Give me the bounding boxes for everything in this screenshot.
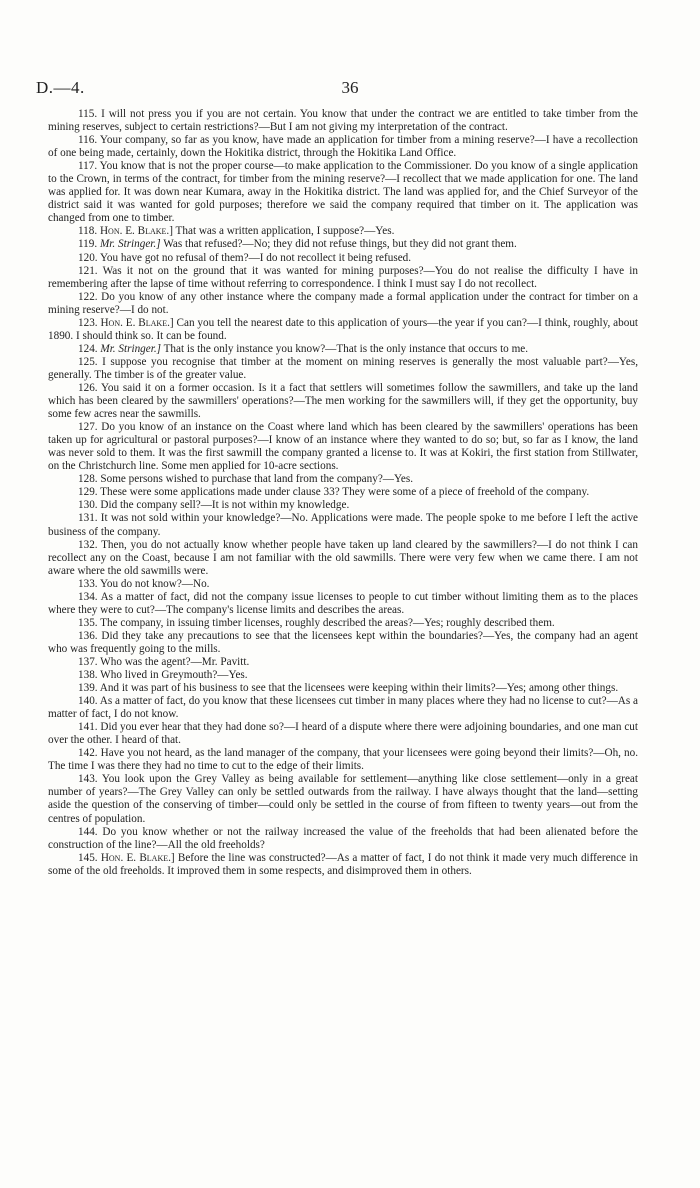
question-text: Can you tell the nearest date to this application of yours—the year if you can?—I think, roughly, about 1890. I should think so. It can be found. [48,316,639,342]
testimony-paragraph [48,852,638,878]
testimony-paragraph: 128. Some persons wished to purchase that land from the company?—Yes. [78,473,414,486]
testimony-paragraph: 143. You look upon the Grey Valley as being available for settlement—anything like close settlement—only in a great number of years?—The Grey Valley can only be settled outwards from the railway. I have always thought that the land—setting aside the question of the conserving of timber—could only be settled in the course of from fifteen to twenty years—out from the centres of population. [48,773,638,825]
speaker-name: Hon. E. Blake.] [100,851,175,864]
testimony-paragraph: 140. As a matter of fact, do you know that these licensees cut timber in many places where they had no license to cut?—As a matter of fact, I do not know. [48,695,638,721]
page-number: 36 [341,78,359,97]
question-text: Was that refused?—No; they did not refuse things, but they did not grant them. [163,238,517,251]
testimony-paragraph: 126. You said it on a former occasion. Is it a fact that settlers will sometimes follow the sawmillers, and take up the land which has been cleared by the sawmillers' operations?—The men working for the sawmillers will, if they get the opportunity, buy some few acres near the sawmills. [48,381,638,421]
testimony-paragraph [48,225,638,238]
testimony-paragraph: 138. Who lived in Greymouth?—Yes. [78,669,248,682]
testimony-paragraph: 125. I suppose you recognise that timber at the moment on mining reserves is generally the most valuable part?—Yes, generally. The timber is of the greater value. [48,355,638,381]
question-text: That was a written application, I suppose?—Yes. [175,225,395,238]
testimony-paragraph: 131. It was not sold within your knowledge?—No. Applications were made. The people spoke to me before I left the active business of the company. [48,512,638,538]
speaker-name: Hon. E. Blake.] [100,316,174,329]
question-number: 118. [78,225,98,238]
testimony-paragraph: 135. The company, in issuing timber licenses, roughly described the areas?—Yes; roughly described them. [78,616,555,629]
testimony-body [48,108,638,878]
testimony-paragraph: 127. Do you know of an instance on the Coast where land which has been cleared by the sawmillers' operations has been taken up for agricultural or pastoral purposes?—I know of an instance where they wanted to do so; but, so far as I know, the land was never sold to them. It was the first sawmill the company granted a license to. It was at Kokiri, the first station from Stillwater, on the Christchurch line. Some men applied for 10-acre sections. [48,421,638,473]
testimony-paragraph: 115. I will not press you if you are not certain. You know that under the contract we are entitled to take timber from the mining reserves, subject to certain restrictions?—But I am not giving my interpretation of the contract. [48,108,638,134]
testimony-paragraph: 142. Have you not heard, as the land manager of the company, that your licensees were going beyond their limits?—Oh, no. The time I was there they had no time to cut to the edge of their limits. [48,747,638,773]
testimony-paragraph: 117. You know that is not the proper course—to make application to the Commissioner. Do you know of a single application to the Crown, in terms of the contract, for timber from the mining reserve?—I recollect that we made application for one. The land was applied for. It was down near Kumara, away in the Hokitika district. The land was applied for, and the Chief Surveyor of the district said it was wanted for gold purposes; therefore we said the company required that timber on it. The application was changed from one to timber. [48,160,638,225]
speaker-name: Hon. E. Blake.] [99,225,173,238]
testimony-paragraph: 120. You have got no refusal of them?—I do not recollect it being refused. [78,251,412,264]
testimony-paragraph: 137. Who was the agent?—Mr. Pavitt. [78,655,250,668]
testimony-paragraph [48,317,638,343]
testimony-paragraph: 132. Then, you do not actually know whether people have taken up land cleared by the sawmillers?—I do not think I can recollect any on the Coast, because I am not familiar with the old sawmills. There were very few when we came there. I am not aware where the old sawmills were. [48,538,638,577]
testimony-paragraph: 122. Do you know of any other instance where the company made a formal application under the contract for timber on a mining reserve?—I do not. [48,290,638,316]
question-number: 124. [78,342,98,355]
question-number: 145. [78,851,98,864]
testimony-paragraph: 116. Your company, so far as you know, have made an application for timber from a mining reserve?—I have a recollection of one being made, certainly, down the Hokitika district, through the Hokitika Land Office. [48,134,638,160]
testimony-paragraph: 130. Did the company sell?—It is not within my knowledge. [78,499,350,512]
testimony-paragraph: 121. Was it not on the ground that it was wanted for mining purposes?—You do not realise the difficulty I have in remembering after the lapse of time without referring to correspondence. I think I must say I do not recollect. [48,264,638,290]
testimony-paragraph: 136. Did they take any precautions to see that the licensees kept within the boundaries?—Yes, the company had an agent who was frequently going to the mills. [48,629,638,655]
testimony-paragraph [48,343,638,356]
testimony-paragraph: 134. As a matter of fact, did not the company issue licenses to people to cut timber without limiting them as to the places where they were to cut?—The company's license limits and describes the areas. [48,590,638,616]
question-text: That is the only instance you know?—That is the only instance that occurs to me. [163,342,529,355]
testimony-paragraph: 139. And it was part of his business to see that the licensees were keeping within their limits?—Yes; among other things. [78,682,619,695]
testimony-paragraph: 141. Did you ever hear that they had done so?—I heard of a dispute where there were adjoining boundaries, and one man cut over the other. I heard of that. [48,721,638,747]
speaker-name: Mr. Stringer.] [100,342,161,355]
testimony-paragraph [48,238,638,251]
testimony-paragraph: 133. You do not know?—No. [78,577,210,590]
question-number: 123. [78,316,98,329]
question-number: 119. [78,238,98,251]
question-text: Before the line was constructed?—As a matter of fact, I do not think it made very much difference in some of the old freeholds. It improved them in some respects, and disimproved them in others. [48,851,639,877]
speaker-name: Mr. Stringer.] [99,238,161,251]
testimony-paragraph: 129. These were some applications made under clause 33? They were some of a piece of freehold of the company. [78,486,590,499]
testimony-paragraph: 144. Do you know whether or not the railway increased the value of the freeholds that had been alienated before the construction of the line?—All the old freeholds? [48,825,638,851]
document-reference: D.—4. [36,78,85,97]
